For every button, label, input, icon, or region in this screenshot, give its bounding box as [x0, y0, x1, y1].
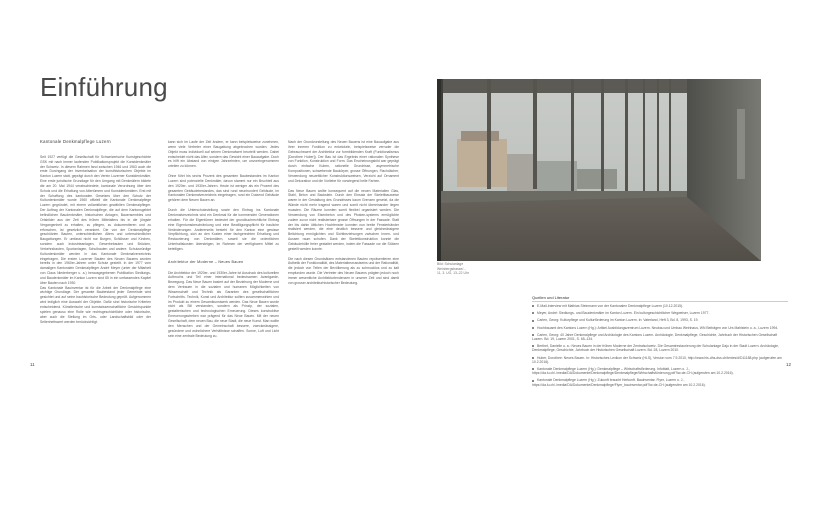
references-list [532, 304, 788, 390]
section-heading: Kantonale Denkmalpflege Luzern [40, 139, 111, 144]
paragraph: Die Architektur der 1920er- und 1930er-Jahre ist Ausdruck des kulturellen Aufbruchs und Teil einer international bedeutsamen Avantgarde-Bewegung. Das Neue Bauen basiert auf der Beziehung der Moderne und dem Vertrauen in die sozialen und humanen Möglichkeiten von Wissenschaft und Technik als Garanten des gesellschaftlichen Fortschritts. Technik, Kunst und Architektur sollten zusammenwirken und im Produkt zu einem Gesamtkunstwerk werden. Das Neue Bauen wurde nicht als Stil verstanden, sondern als Prinzip, der sozialen, gestalterischen und technologischen Erneuerung. Dieses konstruktive Erneuerungsstreben war prägend für das Neue Bauen. Mit der neuen Gesellschaft, dem neuen Bau, die neue Stadt, die neue Kunst. Man wollte den Menschen und der Gemeinschaft bessere, zweckmässigere, gesündere und wohnlichere Verhältnisse schaffen. Sonne, Luft und Licht sein eine zentrale Bedeutung zu. [168, 270, 279, 338]
paragraph: kann sich im Laufe der Zeit ändern, er kann beispielsweise zunehmen, wenn viele Vertreter einer Baugattung abgebrochen wurden. Jedes Objekt muss individuell auf seinen Denkmalwert beurteilt werden. Dabei entscheidet nicht das Alter, sondern das Gewicht einer Bauaufgabe. Doch es hilft ein Abstand von einigen Jahrzehnten, um unvoreingenommen urteilen zu können. [168, 140, 279, 169]
references-heading: Quellen und Literatur [532, 295, 570, 300]
divider [532, 301, 788, 302]
list-item: Kantonale Denkmalpflege Luzern (Hg.): Denkmalpflege – Wirtschaftsförderung. Infoblatt, Luzern o. J., https://da.lu.ch/-/media/DA/Dokumente/Denkmalpflege/Denkmalpflege/Wirtschaftsförderung.pdf?la=de-CH (aufgerufen am 10.2.2016). [532, 367, 734, 376]
section-heading-2: Architektur der Moderne – Neues Bauen [168, 259, 244, 264]
text-column-1 [40, 140, 151, 324]
text-column-2 [168, 140, 279, 338]
page-number-right: 12 [786, 362, 792, 367]
photo-caption: Bild: Schulanlage Weinbergstrasse/... 11, 3. UG, 13–22 Uhr [437, 262, 469, 276]
list-item: Hochbauamt des Kantons Luzern (Hg.): Artikel Ausbildungszentrum Luzern. Neubau und Umbau Weinhaus, WN Beiträgen von Urs Mahlstein u. a., Luzern 1994. [532, 326, 788, 330]
list-item: Berthet, Danielle u. a.: Neues Bauen in der frühen Moderne der Zentralschweiz. Die Gesamtrestaurierung der Schulanlage Daju in der Stadt Luzern. Archäologie, Denkmalpflege, Geschichte, Jahrbuch der Historischen Gesellschaft Luzern. Bd. 28, Luzern 2010. [532, 344, 780, 353]
page-title: Einführung [40, 72, 168, 102]
paragraph: Das Kantonale Bauinventar ist für die Arbeit der Denkmalpflege eine wichtige Grundlage. Der gesamte Baubestand jeder Gemeinde wird gesichtet und auf seine bauhistorische Bedeutung geprüft. Aufgenommen wird lediglich eine Auswahl der Objekte. Dafür sind historische Kriterien entscheidend. Künstlerische und kunstwissenschaftliche Gesichtspunkte spielen genauso eine Rolle wie rechtsgeschichtliche oder historische, aber auch die Stellung im Orts- oder Landschaftsbild oder der Seltenheitswert werden berücksichtigt. [40, 285, 151, 324]
paragraph: Ohne führt bis sechs Prozent des gesamten Baubestandes im Kanton Luzern sind potenzielle Denkmäler, davon stammt nur ein Bruchteil aus den 1920er- und 1930er-Jahren. Heute ist weniger als ein Prozent des gesamten Gebäudebestandes, das sind rund neunhundert Gebäude, im Kantonalen Denkmalverzeichnis eingetragen, rund ein Dutzend Gebäude gehören dem Neuen Bauen an. [168, 174, 279, 203]
list-item: Carlen, Georg: 40 Jahre Denkmalpflege und Archäologie des Kantons Luzern. Archäologie, Denkmalpflege, Geschichte, Jahrbuch der Historischen Gesellschaft Luzern. Bd. 19, Luzern 2001, S. 65–134. [532, 332, 778, 342]
list-item: Meyer, André: Siedlungs- und Baudenkmäler im Kanton Luzern. Ein kulturgeschichtlicher Wegweiser, Luzern 1977. [532, 311, 788, 315]
list-item: Carlen, Georg: Kulturpflege und Kulturförderung im Kanton Luzern. In: Vaterland, Heft 3, Bd. 8, 1993, S. 19. [532, 318, 788, 322]
list-item: E-Mail-Interview mit Mathias Steinmann von der Kantonalen Denkmalpflege Luzern (10.12.2015). [532, 304, 788, 308]
paragraph: Das Neue Bauen wollte konsequent auf die neuen Materialien Glas, Stahl, Beton und Backstein. Durch den Einsatz der Skelettbauweise waren in der Gestaltung des Grundrisses kaum Grenzen gesetzt, da die Wände nicht mehr tragend waren und somit nicht übereinander liegen mussten. Die Räume konnten somit flexibel organisiert werden. Die Verwendung von Eisenbeton und des Pfosten-systems ermöglichte zudem zuvor nicht realisierbare grosse Öffnungen in der Fassade. Statt der bis dahin üblichen Hochfenster konnten nun breite Fensterbänder realisiert werden, die eine deutlich bessere und gleichmässigere Belichtung ermöglichten und Sichtbeziehungen zwischen Innen- und Aussen raum schufen. Dank der Skelettkonstruktion konnte die Gebäudehülle freier gestaltet werden, indem die Fassade vor die Stützen gestellt werden konnte. [288, 188, 399, 251]
paragraph: Nach der Grundvorstellung des Neuen Bauens ist eine Bauaufgabe aus ihrer inneren Funktion zu entwickeln, beispielsweise verruder die Gebrauchswert der Architektur zur formbildenden Kraft (Funktionalismus [Dorothee Huber]). Der Bau ist das Ergebnis einer rationalen Synthese von Funktion, Konstruktion und Form. Das Erscheinungsbild war geprägt durch einfache Kuben, rationelle Grundrisse, asymmetrische Kompositionen, schwebende Baukörper, grosse Öffnungen, Flachdächer, Verwendung neuzeitlicher Konstruktionsweisen, Verzicht auf Ornament und Dekoration und die Vorliebe für vorwiegend helle Farben. [288, 140, 399, 183]
list-item: Kantonale Denkmalpflege Luzern (Hg.): Zukunft braucht Herkunft. Bauinventar. Flyer, Luzern o. J., https://da.lu.ch/-/media/DA/Dokumente/Denkmalpflege/Flyer_bauinventar.pdf?la=de-CH (aufgerufen am 10.2.2016). [532, 378, 706, 387]
paragraph: Durch die Unterschutzstellung sowie den Eintrag ins Kantonale Denkmalverzeichnis wird ein Denkmal für die kommenden Generationen erhalten. Für die Eigentümer bedeutet der grundbuchrechtliche Eintrag eine Eigentumsbeschränkung und eine Bewilligungspflicht für bauliche Veränderungen. Andererseits besteht für den Kanton eine gewisse Verpflichtung, sich an den Kosten einer fachgerechten Erhaltung und Restaurierung von Denkmälern, soweit sie die ordentlichen Unterhaltskosten übersteigen, im Rahmen der verfügbaren Mittel zu beteiligen. [168, 208, 279, 251]
page-number-left: 11 [30, 362, 35, 367]
paragraph: Seit 1927 verfügt die Gesellschaft für Schweizerische Kunstgeschichte GSK mit nach immer laufenden Publikationsprojekt die Kunstdenkmäler der Schweiz. In diesem Rahmen fand zwischen 1946 und 1963 auch die erste Durchgang der Inventarisation der kunsthistorischen Objekte im Kanton Luzern statt, geprägt durch den Verein Luzerner Kunstdenkmäler. Eine erste juristische Grundlage für den Umgang mit Denkmälern bildete die am 20. Mai 1944 verabschiedete, kantonale Verordnung über den Schutz und die Erhaltung von Altertümern und Kunstdenkmälern. Erst mit der Schaffung des kantonalen Gesetzes über den Schutz der Kulturdenkmäler wurde 1960 offiziell die Kantonale Denkmalpflege Luzern gegründet, mit einem vollamtlichen gewählten Denkmalpfleger. Der Auftrag der Kantonalen Denkmalpflege, die auf dem Kantonsgebiet befindlichen Baudenkmäler, historischen Anlagen, Bauensembles und Ortsbilder aus der Zeit des frühen Mittelalters bis in die jüngste Vergangenheit zu erhalten, zu pflegen, zu dokumentieren und zu erforschen, ist gesetzlich verankert. Die von der Denkmalpflege geschützten Bauten, unterschiedlichen Alters und unterschiedlicher Baugattungen. Er umfasst nicht nur Burgen, Schlösser und Kirchen, sondern auch Industrieanlagen, Gewerbebauten und Brücken, Verkehrsbauten, Sportanlagen, Schulbauten und andere. Schutzwürdige Kulturdenkmäler werden in das Kantonale Denkmalverzeichnis eingetragen. Die ersten Luzerner Bauten des Neuen Bauens wurden bereits in den 1960er-Jahren unter Schutz gestellt. In der 1977 vom damaligen Kantonalen Denkmalpfleger André Meyer (unter der Mitarbeit von Claus Niederberger u. a.) herausgegebenen Publikation Siedlungs- und Baudenkmäler im Kanton Luzern sind 65 in ein umfassendes Kapitel über Bauten nach 1930. [40, 154, 151, 285]
paragraph: Die nach diesen Grundsätzen entstandenen Bauten repräsentieren eine Ästhetik der Funktionalität, des Materialbewusstseins und der Rationalität, die jedoch von Teilen der Bevölkerung als zu schmucklos und zu kalt empfunden wurde. Die Vertreter des Neuen Bauens prägten jedoch noch immer wesentliche Architekturtendenzen in unserer Zeit und sind damit von grosser architekturhistorischer Bedeutung. [288, 256, 400, 285]
text-column-3 [288, 140, 399, 286]
corridor-photo [437, 79, 761, 261]
list-item: Huber, Dorothee: Neues Bauen. In: Historisches Lexikon der Schweiz (HLS), Version vom 7.9.2010, http://www.hls-dhs-dss.ch/textes/d/D11188.php (aufgerufen am 10.2.2016). [532, 355, 782, 364]
